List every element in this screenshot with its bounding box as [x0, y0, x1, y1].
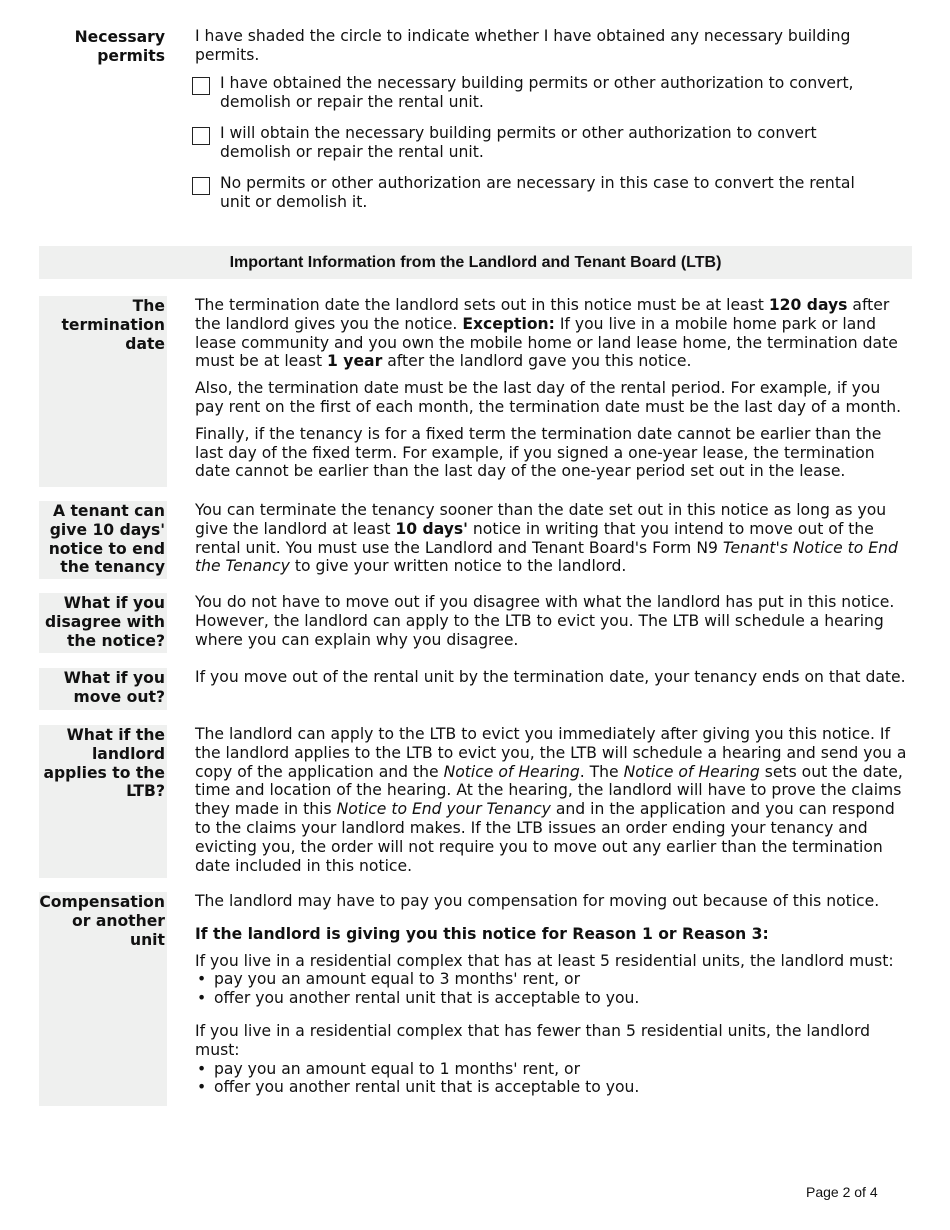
list-item	[195, 989, 913, 1008]
label-line: What if you	[63, 594, 165, 612]
applies-paragraph	[195, 725, 913, 875]
label-line: A tenant can	[52, 502, 165, 520]
label-line: the notice?	[66, 631, 165, 650]
label-line: Compensation	[39, 893, 165, 911]
bullet-icon: •	[197, 989, 207, 1008]
label-line: date	[125, 334, 165, 353]
label-line: What if the	[66, 726, 165, 744]
list-item	[195, 970, 913, 989]
permit-will-obtain-checkbox[interactable]	[192, 127, 210, 145]
move-out-paragraph: If you move out of the rental unit by the termination date, your tenancy ends on that date.	[195, 668, 906, 686]
termination-content	[195, 296, 913, 481]
permit-option-label: No permits or other authorization are necessary in this case to convert the rental unit or demolish it.	[220, 174, 855, 211]
label-line: What if you	[63, 669, 165, 687]
compensation-intro: The landlord may have to pay you compensation for moving out because of this notice.	[195, 892, 880, 910]
text: If you live in a mobile home park or land lease community and you own the mobile home or land lease home, the termination date must be at least	[195, 314, 898, 371]
compensation-heading: If the landlord is giving you this notice for Reason 1 or Reason 3:	[195, 924, 769, 943]
compensation-case-1-list	[195, 970, 913, 1008]
termination-paragraph-3: Finally, if the tenancy is for a fixed term the termination date cannot be earlier than the last day of the fixed term. For example, if you signed a one-year lease, the termination date cannot be earlier than the last day of the one-year period set out in the lease.	[195, 424, 882, 481]
termination-label	[39, 296, 167, 487]
move-out-label	[39, 668, 167, 710]
bold-text: 120 days	[768, 296, 848, 314]
disagree-content	[195, 593, 913, 649]
text: The termination date the landlord sets out in this notice must be at least	[195, 296, 769, 314]
list-item-text: offer you another rental unit that is acceptable to you.	[214, 989, 640, 1008]
permits-label-line: Necessary	[74, 28, 165, 46]
bold-text: Exception:	[462, 314, 555, 333]
bullet-icon: •	[197, 970, 207, 989]
list-item	[195, 1078, 913, 1097]
compensation-case-2-list	[195, 1060, 913, 1098]
list-item-text: offer you another rental unit that is acceptable to you.	[214, 1078, 640, 1097]
label-line: disagree with	[44, 612, 165, 631]
text: to give your written notice to the landlord.	[289, 557, 627, 576]
compensation-label	[39, 892, 167, 1106]
text: . The	[579, 762, 624, 781]
permit-option-label: I have obtained the necessary building permits or other authorization to convert, demolish or repair the rental unit.	[220, 74, 854, 111]
text: sets out the date, time and location of the hearing. At the hearing, the landlord will have to prove the claims they made in this	[195, 762, 903, 819]
text: The landlord can apply to the LTB to evict you immediately after giving you this notice. If the landlord applies to the LTB to evict you, the LTB will schedule a hearing and send you a copy of the application and the	[195, 725, 907, 781]
italic-text: Notice to End your Tenancy	[336, 800, 551, 819]
label-line: applies to the	[43, 763, 165, 782]
ten-days-content	[195, 501, 913, 576]
permit-obtained-checkbox[interactable]	[192, 77, 210, 95]
text: and in the application and you can respond to the claims your landlord makes. If the LTB issues an order ending your tenancy and evicting you, the order will not require you to move out any earlier than the termination date included in this notice.	[195, 800, 895, 875]
applies-label	[39, 725, 167, 878]
text: after the landlord gives you the notice.	[195, 296, 890, 333]
permit-option-label: I will obtain the necessary building permits or other authorization to convert demolish or repair the rental unit.	[220, 124, 817, 161]
form-title: Tenant's Notice to End the Tenancy	[195, 538, 898, 576]
disagree-label	[39, 593, 167, 653]
label-line: give 10 days'	[49, 520, 165, 539]
ten-days-paragraph	[195, 501, 913, 576]
bullet-icon: •	[197, 1059, 207, 1078]
list-item-text: pay you an amount equal to 1 months' rent, or	[214, 1059, 580, 1078]
label-line: move out?	[73, 687, 165, 706]
permits-intro-text: I have shaded the circle to indicate whether I have obtained any necessary building permits.	[195, 27, 851, 64]
bold-text: 1 year	[327, 352, 383, 371]
label-line: or another	[72, 911, 165, 930]
permits-label	[39, 27, 167, 66]
permits-label-line: permits	[97, 46, 165, 65]
label-line: unit	[129, 930, 165, 949]
termination-paragraph-2: Also, the termination date must be the last day of the rental period. For example, if you pay rent on the first of each month, the termination date must be the last day of a month.	[195, 379, 902, 416]
permit-none-needed-checkbox[interactable]	[192, 177, 210, 195]
compensation-case-1: If you live in a residential complex that has at least 5 residential units, the landlord must:	[195, 951, 894, 970]
italic-text: Notice of Hearing	[623, 762, 760, 781]
move-out-content	[195, 668, 913, 687]
text: You can terminate the tenancy sooner than the date set out in this notice as long as you give the landlord at least	[195, 501, 887, 538]
list-item	[195, 1060, 913, 1079]
disagree-paragraph: You do not have to move out if you disagree with what the landlord has put in this notice. However, the landlord can apply to the LTB to evict you. The LTB will schedule a hearing where you can explain why you disagree.	[195, 593, 895, 649]
termination-paragraph-1	[195, 296, 913, 371]
label-line: termination	[61, 315, 165, 334]
label-line: LTB?	[126, 782, 165, 801]
label-line: landlord	[91, 744, 165, 763]
text: after the landlord gave you this notice.	[382, 352, 692, 371]
label-line: The	[132, 297, 165, 315]
label-line: notice to end	[48, 539, 165, 558]
section-banner: Important Information from the Landlord and Tenant Board (LTB)	[39, 246, 912, 279]
permits-intro	[195, 27, 875, 65]
ten-days-label	[39, 501, 167, 579]
label-line: the tenancy	[60, 558, 165, 577]
page-number: Page 2 of 4	[806, 1184, 878, 1200]
bold-text: 10 days'	[395, 519, 468, 538]
list-item-text: pay you an amount equal to 3 months' rent, or	[214, 970, 580, 989]
compensation-content	[195, 892, 913, 1097]
italic-text: Notice of Hearing	[443, 762, 580, 781]
bullet-icon: •	[197, 1078, 207, 1097]
compensation-case-2: If you live in a residential complex that has fewer than 5 residential units, the landlord must:	[195, 1021, 870, 1059]
applies-content	[195, 725, 913, 875]
text: notice in writing that you intend to move out of the rental unit. You must use the Landlord and Tenant Board's Form N9	[195, 519, 874, 557]
